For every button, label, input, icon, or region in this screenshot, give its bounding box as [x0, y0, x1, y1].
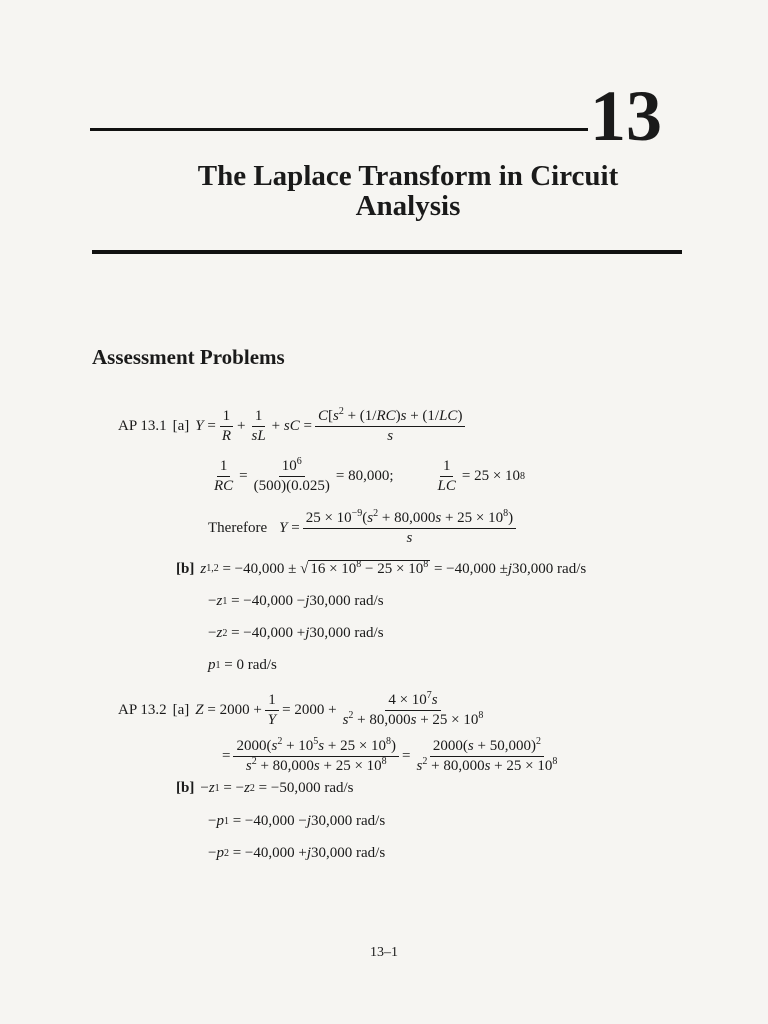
ap131-part-a: [a] — [172, 418, 190, 435]
ap131-a-eq3: Therefore Y = $\frac{25 \times 10^{-9}(s^2 + 80,000s + 25 \times 10^8)}{s}$ — [208, 510, 519, 548]
ap131-b-eq1: [b] z 1,2 = −40,000 ± √ $16 \times 10^8 - 25 \times 10^8$ = −40,000 ± j 30,000 rad/s — [176, 559, 587, 577]
ap131-label: AP 13.1 — [118, 418, 167, 435]
ap132-label: AP 13.2 — [118, 702, 167, 719]
ap131-b-eq4: p 1 = 0 rad/s — [208, 657, 277, 673]
ap132-a-eq1: AP 13.2 [a] Z = 2000 + $\frac{1}{Y}$ = 2000 + $\frac{4 \times 10^7s}{s^2 + 80,000s + 25 \times 10^8}$ — [118, 690, 484, 729]
ap132-part-b: [b] — [176, 780, 195, 796]
ap131-a-eq1: AP 13.1 [a] Y = $\frac{1}{R}$ + $\frac{1}{sL}$ + sC = $\frac{C[s^2 + (1/RC)s + (1/LC)}{s}$ — [118, 408, 468, 446]
top-rule — [90, 128, 588, 131]
bottom-rule — [92, 250, 682, 254]
ap131-a-eq2: $\frac{1}{RC}$ = $\frac{10^6}{(500)(0.025)}$ = 80,000; $\frac{1}{LC}$ = 25 × 10 8 — [214, 456, 526, 495]
section-heading: Assessment Problems — [92, 345, 285, 369]
ap131-b-eq3: − z 2 = −40,000 + j 30,000 rad/s — [208, 625, 384, 641]
ap132-a-eq2: = $\frac{2000(s^2 + 10^5s + 25 \times 10^8)}{s^2 + 80,000s + 25 \times 10^8}$ = $\frac{2000(s + 50,000)^2}{s^2 + 80,000s + 25 \times 10^8}$ — [222, 736, 558, 775]
chapter-title-line2: Analysis — [355, 190, 461, 222]
ap132-b-eq3: − p 2 = −40,000 + j 30,000 rad/s — [208, 845, 386, 861]
chapter-number: 13 — [590, 76, 662, 156]
ap132-b-eq2: − p 1 = −40,000 − j 30,000 rad/s — [208, 813, 386, 829]
therefore-label: Therefore — [208, 520, 268, 537]
ap132-b-eq1: [b] − z 1 = − z 2 = −50,000 rad/s — [176, 780, 354, 796]
ap131-b-eq2: − z 1 = −40,000 − j 30,000 rad/s — [208, 593, 384, 609]
page-number: 13–1 — [370, 945, 398, 960]
chapter-title-line1: The Laplace Transform in Circuit — [197, 160, 619, 192]
ap132-part-a: [a] — [172, 702, 190, 719]
ap131-part-b: [b] — [176, 560, 195, 577]
